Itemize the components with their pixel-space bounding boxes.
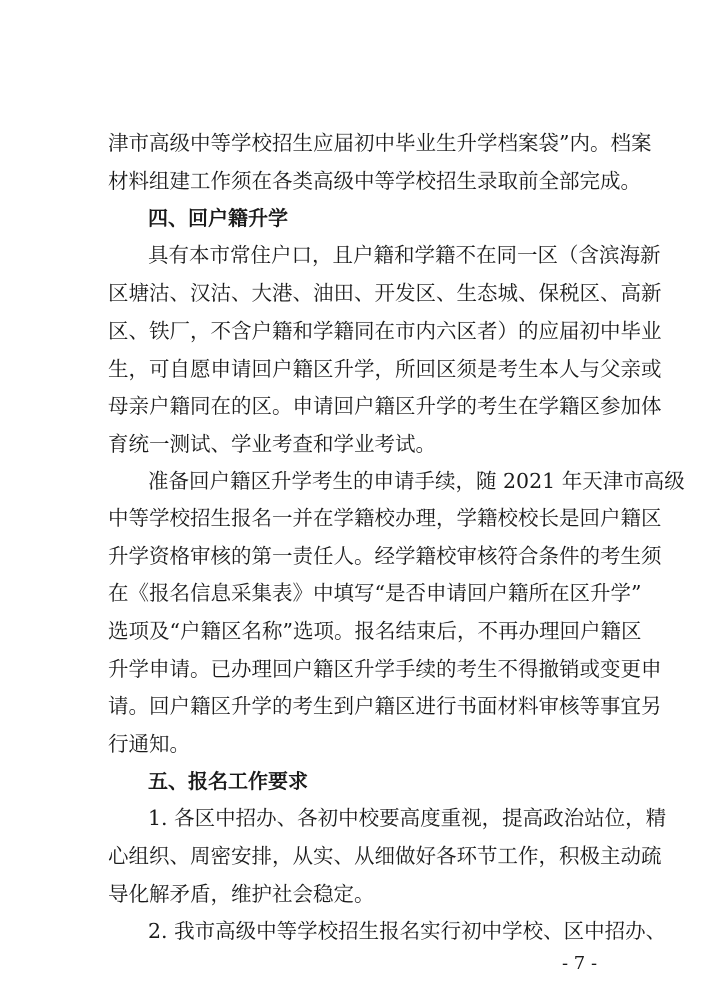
text-line: 1. 各区中招办、各初中校要高度重视，提高政治站位，精 [148, 806, 667, 830]
text-line: 中等学校招生报名一并在学籍校办理，学籍校校长是回户籍区 [108, 506, 662, 530]
text-line: 导化解矛盾，维护社会稳定。 [108, 882, 375, 906]
text-line: 区塘沽、汉沽、大港、油田、开发区、生态城、保税区、高新 [108, 281, 662, 305]
page-number: - 7 - [562, 953, 598, 974]
text-line: 准备回户籍区升学考生的申请手续，随 2021 年天津市高级 [148, 469, 685, 493]
text-line: 生，可自愿申请回户籍区升学，所回区须是考生本人与父亲或 [108, 357, 662, 381]
text-line: 津市高级中等学校招生应届初中毕业生升学档案袋”内。档案 [108, 131, 652, 155]
text-line: 具有本市常住户口，且户籍和学籍不在同一区（含滨海新 [148, 243, 661, 267]
text-line: 选项及“户籍区名称”选项。报名结束后，不再办理回户籍区 [108, 619, 642, 643]
section-heading: 五、报名工作要求 [148, 769, 308, 793]
text-line: 升学申请。已办理回户籍区升学手续的考生不得撤销或变更申 [108, 657, 662, 681]
text-line: 育统一测试、学业考查和学业考试。 [108, 432, 436, 456]
text-line: 请。回户籍区升学的考生到户籍区进行书面材料审核等事宜另 [108, 694, 662, 718]
text-line: 在《报名信息采集表》中填写“是否申请回户籍所在区升学” [108, 581, 642, 605]
text-line: 2. 我市高级中等学校招生报名实行初中学校、区中招办、 [148, 919, 667, 943]
text-line: 材料组建工作须在各类高级中等学校招生录取前全部完成。 [108, 169, 641, 193]
text-line: 心组织、周密安排，从实、从细做好各环节工作，积极主动疏 [108, 844, 662, 868]
text-line: 升学资格审核的第一责任人。经学籍校审核符合条件的考生须 [108, 544, 662, 568]
text-line: 行通知。 [108, 732, 190, 756]
section-heading: 四、回户籍升学 [148, 206, 288, 230]
text-line: 区、铁厂，不含户籍和学籍同在市内六区者）的应届初中毕业 [108, 319, 662, 343]
text-line: 母亲户籍同在的区。申请回户籍区升学的考生在学籍区参加体 [108, 394, 662, 418]
